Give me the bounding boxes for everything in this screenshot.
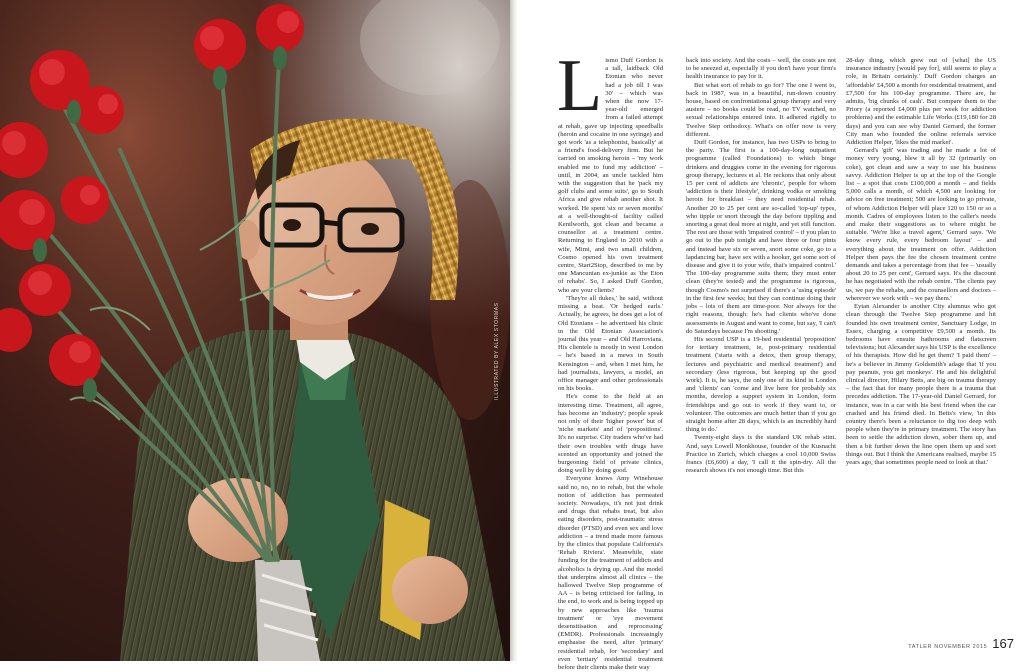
paragraph: back into society. And the costs – well, the costs are not to be sneezed at, especially if you don't have your firm's health insurance to pay for it. [686, 57, 836, 81]
paragraph: Everyone knows Amy Winehouse said no, no, no to rehab, but the whole notion of addiction has permeated society. Nowadays, it's not just drink and drugs that rehabs treat, but also eating disorders, post-traumatic stress disorder (PTSD) and even sex and love addiction – a trend made more famous by the clinics that populate California's 'Rehab Riviera'. Meanwhile, state funding for the treatment of addicts and alcoholics is drying up. And the model that underpins almost all clinics – the hallowed Twelve Step programme of AA – is being criticised for failing, in the end, to work and is being topped up by new approaches like 'trauma treatment' or 'eye movement desensitisation and reprocessing' (EMDR). Professionals increasingly emphasise the need, after 'primary' residential rehab, for 'secondary' and even 'tertiary' residential treatment before their clients make their way [558, 475, 663, 672]
article-page [518, 0, 1024, 672]
article-column-2 [686, 57, 836, 635]
paragraph: 28-day thing, which grew out of [what] the US insurance industry [would pay for], still seems to play a role, in Britain certainly.' Duff Gordon charges an 'affordable' £4,500 a month for residential treatment, and £7,500 for his 100-day programme. There are, he admits, 'big chunks of cash'. But compare them to the Priory (a reported £4,000 plus per week for addiction problems) and the estimable Life Works (£19,180 for 28 days) and you can see why Daniel Gerrard, the former City man who founded the online referrals service Addiction Helper, 'likes the mid market'. [846, 57, 997, 147]
paragraph: He's come to the field at an interesting time. Treatment, all agree, has become an 'industry'; people speak not only of their 'higher power' but of 'niche markets' and of 'propositions'. It's no surprise. City traders who've had their own troubles with drugs have scented an opportunity and joined the burgeoning field of private clinics, doing well by doing good. [558, 393, 663, 475]
article-photo [0, 0, 510, 661]
paragraph: Twenty-eight days is the standard UK rehab stint. And, says Lowell Monkhouse, founder of the Kusnacht Practice in Zurich, which charges a cool 10,000 Swiss francs (£6,600) a day, 'I call it the spin-dry. All the research shows it's not enough time. But this [686, 434, 836, 475]
page-gutter [510, 0, 518, 661]
paragraph: 'They're all dukes,' he said, without missing a beat. 'Or hedged earls.' Actually, he agrees, he does get a lot of Old Etonians – he advertised his clinic in the Old Etonian Association's journal this year – and Old Harrovians. His clientele is mostly in west London – he's based in a mews in South Kensington – and, when I met him, he had journalists, lawyers, a model, an office manager and other professionals on his books. [558, 294, 663, 393]
paragraph: ismo Duff Gordon is a tall, laidback Old Etonian who never had a job till I was 30' – which was when the now 17-year-old emerged from a failed attempt at rehab, gave up injecting speedballs (heroin and cocaine in one syringe) and got work 'as a telephonist, basically' at a friend's food-delivery firm. But he carried on smoking heroin – 'my work enabled me to fund my addiction' – until, in 2004, an uncle tackled him with the suggestion that he 'pack my golf clubs and some suits', go to South Africa and give rehab another shot. It worked. He spent 'six or seven months' at a well-thought-of facility called Kenilworth, got clean and became a counsellor at a treatment centre. Returning to England in 2010 with a wife, Mimi, and two small children, Cosmo opened his own treatment centre, Start2Stop, described to me by one Mancunian ex-junkie as 'the Eton of rehabs'. So, I asked Duff Gordon, who are your clients? [558, 57, 663, 294]
drop-cap: L [557, 45, 603, 127]
article-column-1 [557, 45, 663, 672]
paragraph: Eytan Alexander is another City alumnus who got clean through the Twelve Step programme and hit founded his own treatment centre, Sanctuary Lodge, in Essex, charging a competitive £9,500 a month. Its bedrooms have ensuite bathrooms and flatscreen televisions; but Alexander says his USP is the excellence of his therapists. How did he get them? 'I paid them' – he's a believer in Jimmy Goldsmith's adage that 'if you pay peanuts, you get monkeys'. He and his delightful clinical director, Hilary Betts, are big on trauma therapy – the fact that for many people there is a trauma that precedes addiction. The 17-year-old Daniel Gerrard, for instance, was in a car with his best friend when the car crashed and his friend died. In Betts's view, 'in this country there's been a reluctance to dig too deep with people when they're in primary treatment. The story has been to settle the addiction down, sober them up, and then a bit further down the line open them up and sort things out. But I think the Americans realised, maybe 15 years ago, that sometimes people need to look at that.' [846, 303, 996, 466]
paragraph: Duff Gordon, for instance, has two USPs to bring to the party. The first is a 100-day-long outpatient programme (called Foundations) to which binge drinkers and druggies come in the evening for rigorous group therapy, lectures et al. He reckons that only about 15 per cent of addicts are 'chronic', people for whom 'addiction is their lifestyle', drinking vodka or smoking heroin for breakfast – they need residential rehab. Another 20 to 25 per cent are so-called 'top-up' types, who tipple or snort through the day before tippling and snorting a great deal more at night, and yet still function. The rest are those with 'impaired control' – if you plan to go out to the pub tonight and have three or four pints and instead have six or seven, snort some coke, go to a lapdancing bar, have sex with a hooker, get some sort of disease and give it to your wife, that's impaired control.' The 100-day programme suits them; they must enter clean (they're tested) and the programme is rigorous, though Cosmo's not surprised if there's a 'using episode' in the first few weeks; but they can continue doing their jobs – lots of them are time-poor. Nor always for the right reasons, though: he's had clients who've done assessments in August and want to come, but say, 'I can't do Saturdays because I'm shooting.' [686, 139, 836, 335]
folio-label: TATLER NOVEMBER 2015 [908, 644, 988, 650]
boy-with-red-carnations-photo [0, 0, 510, 661]
paragraph: Gerrard's 'gift' was trading and he made a lot of money very young, blew it all by 32 (primarily on coke), got clean and saw a way to use his business savvy. Addiction Helper is up at the top of the Google list – a spot that costs £100,000 a month – and fields 5,000 calls a month, of which 4,500 are looking for advice on free treatment; 500 are looking to go private, of whom Addiction Helper will place 120 to 150 or so a month. Cadres of employees listen to the caller's needs and make their suggestions as to where might be suitable. 'We're like a travel agent,' Gerrard says. 'We know every rule, every bedroom layout' – and everything about the treatment on offer. Addiction Helper then pays the fee the chosen treatment centre demands and takes a percentage from that fee – 'usually about 20 to 25 per cent', Gerrard says. It's the discount he has negotiated with the rehab centre. 'The clients pay us, we pay the rehabs, and the counsellors and doctors – wherever we work with – we pay them.' [846, 147, 996, 302]
page-number: 167 [992, 636, 1014, 651]
paragraph: His second USP is a 19-bed residential 'proposition' for tertiary treatment, ie, post-primary residential treatment ('starts with a detox, then group therapy, lectures and psychiatric and medical treatment') and secondary (less rigorous, but keeping up the good work). It is, he says, the only one of its kind in London and 'clients' can 'come and live here for probably six months, develop a support system in London, form friendships and go out to work if they want to, or volunteer. The outcomes are much better than if you go straight home after 28 days, which is an incredibly hard thing to do.' [686, 335, 836, 434]
paragraph: But what sort of rehab to go for? The one I went to, back in 1987, was in a beautiful, run-down country house, based on confrontational group therapy and very austere – no books could be read, no TV watched, no sexual relationships entered into. It adhered rigidly to Twelve Step orthodoxy. What's on offer now is very different. [686, 81, 836, 138]
article-column-3 [846, 57, 996, 635]
photo-credit: ILLUSTRATED BY ALEX STORMAS [494, 302, 500, 400]
page-footer [908, 636, 1014, 651]
